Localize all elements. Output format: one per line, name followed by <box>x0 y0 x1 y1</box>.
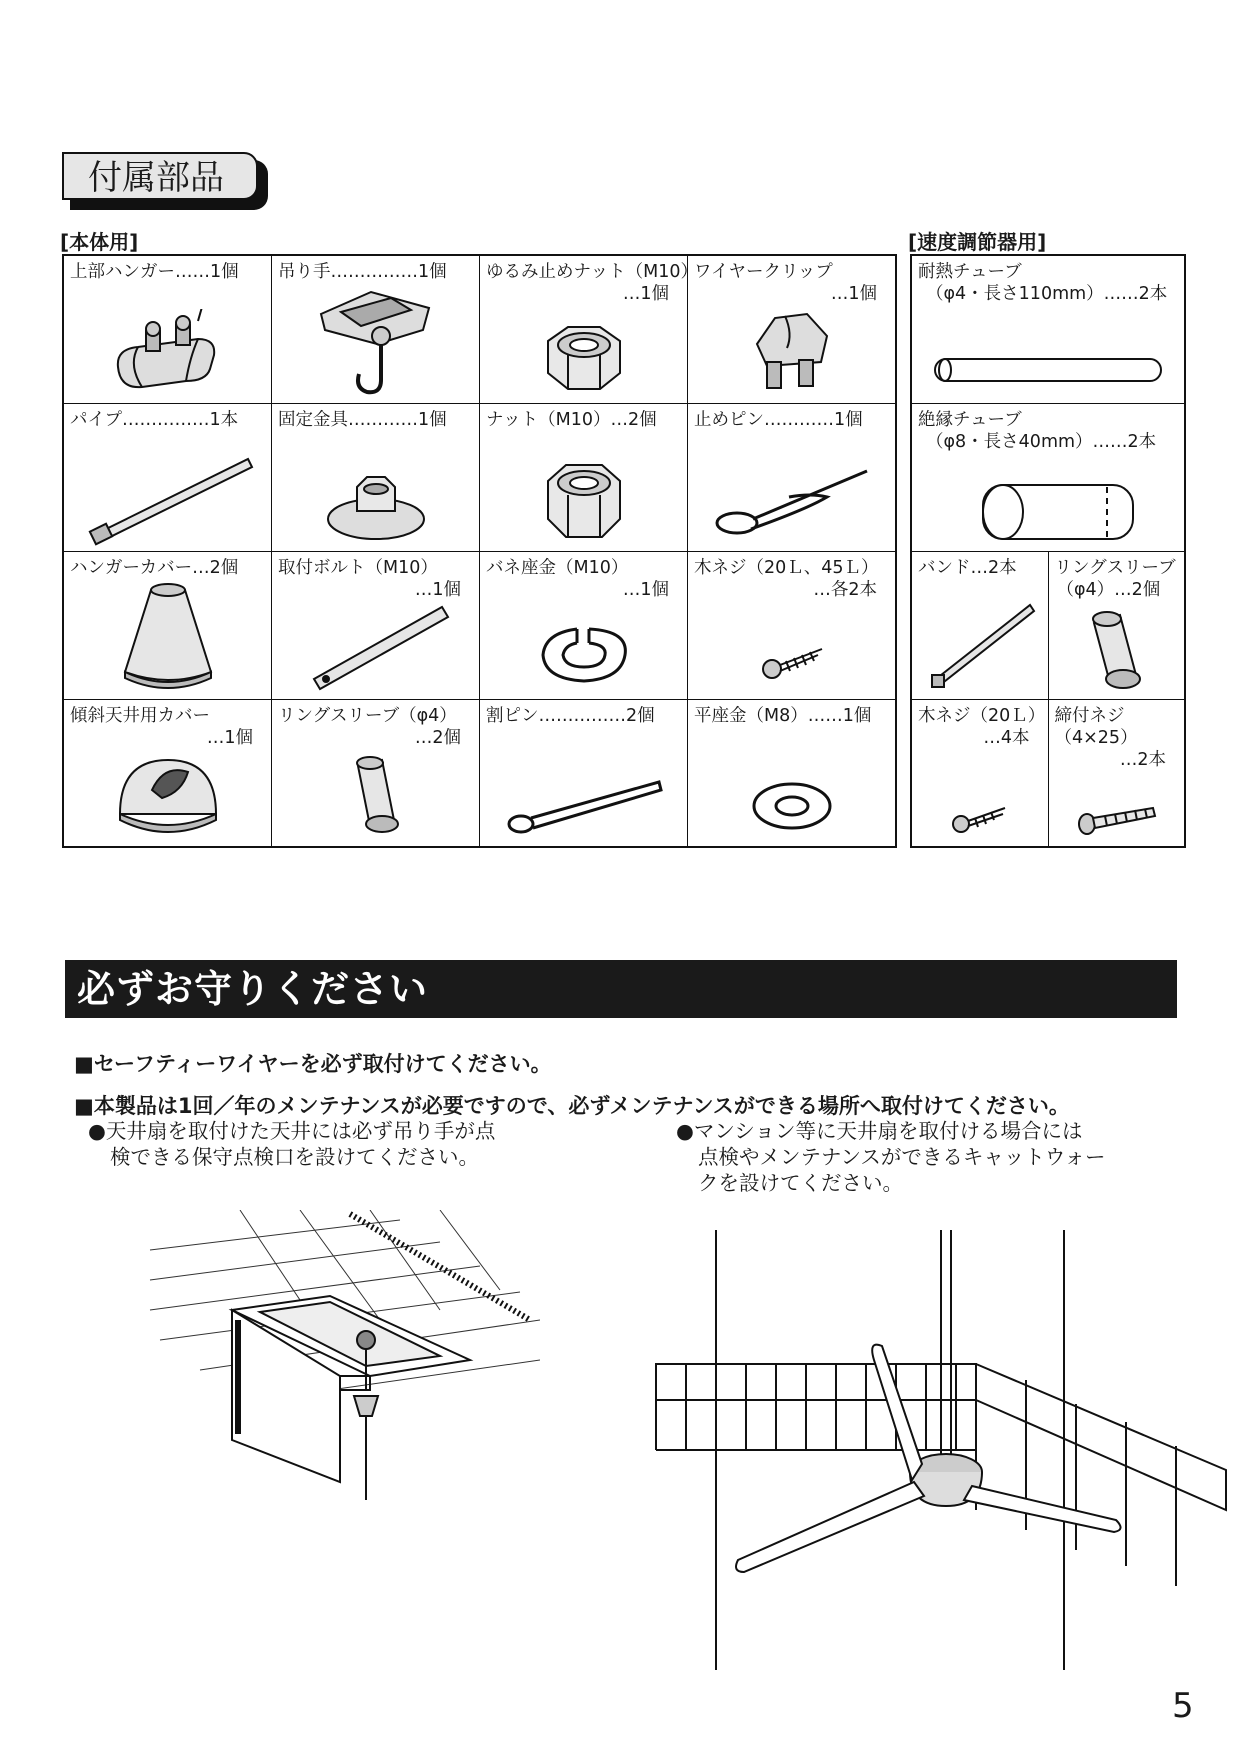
lock-nut-icon <box>534 319 634 399</box>
note-catwalk: ●マンション等に天井扇を取付ける場合には 点検やメンテナンスができるキャットウォー クを設けてください。 <box>676 1119 1106 1195</box>
bullet-safety-wire: ■セーフティーワイヤーを必ず取付けてください。 <box>74 1052 552 1076</box>
speed-wood-screw-icon <box>945 792 1015 842</box>
nut-icon <box>534 457 634 547</box>
bullet-maintenance: ■本製品は1回／年のメンテナンスが必要ですので、必ずメンテナンスができる場所へ取付けてください。 <box>74 1094 1070 1118</box>
part-ring-sleeve: リングスリーブ（φ4） …2個 <box>272 699 480 847</box>
part-wire-clip: ワイヤークリップ …1個 <box>688 255 897 403</box>
part-speed-wood-screw: 木ネジ（20Ｌ） …4本 <box>911 699 1048 847</box>
hanger-cover-icon <box>113 580 223 695</box>
part-hanging-hook: 吊り手……………1個 <box>272 255 480 403</box>
part-speed-ring-sleeve: リングスリーブ （φ4）…2個 <box>1048 551 1185 699</box>
part-pipe: パイプ……………1本 <box>63 403 272 551</box>
speed-group-label: [速度調節器用] <box>908 230 1047 254</box>
fixing-bracket-icon <box>321 467 431 547</box>
part-spring-washer: バネ座金（M10） …1個 <box>480 551 688 699</box>
upper-hanger-icon <box>98 309 238 399</box>
main-parts-table <box>62 254 897 848</box>
pipe-icon <box>78 447 258 547</box>
spring-washer-icon <box>529 615 639 695</box>
part-nut: ナット（M10）…2個 <box>480 403 688 551</box>
part-hanger-cover: ハンガーカバー…2個 <box>63 551 272 699</box>
part-mounting-bolt: 取付ボルト（M10） …1個 <box>272 551 480 699</box>
flat-washer-icon <box>742 772 842 842</box>
part-stop-pin: 止めピン…………1個 <box>688 403 897 551</box>
part-tightening-screw: 締付ネジ （4×25） …2本 <box>1048 699 1185 847</box>
tightening-screw-icon <box>1071 798 1161 842</box>
page-number: 5 <box>1172 1686 1194 1726</box>
wood-screw-icon <box>752 625 832 695</box>
part-fixing-bracket: 固定金具…………1個 <box>272 403 480 551</box>
part-lock-nut: ゆるみ止めナット（M10） …1個 <box>480 255 688 403</box>
ring-sleeve-icon <box>336 752 416 842</box>
warning-banner: 必ずお守りください <box>65 960 1177 1018</box>
section-title: 付属部品 <box>62 152 258 200</box>
main-group-label: [本体用] <box>60 230 139 254</box>
insulation-tube-icon <box>953 477 1143 547</box>
band-icon <box>920 595 1040 695</box>
part-insulation-tube: 絶縁チューブ （φ8・長さ40mm）……2本 <box>911 403 1185 551</box>
slope-cover-icon <box>108 752 228 842</box>
wire-clip-icon <box>737 304 847 399</box>
inspection-opening-illustration <box>140 1210 540 1500</box>
mounting-bolt-icon <box>296 595 456 695</box>
heat-tube-icon <box>923 339 1173 399</box>
part-heat-tube: 耐熱チューブ （φ4・長さ110mm）……2本 <box>911 255 1185 403</box>
part-band: バンド…2本 <box>911 551 1048 699</box>
hook-icon <box>311 284 441 399</box>
part-wood-screws: 木ネジ（20Ｌ、45Ｌ） …各2本 <box>688 551 897 699</box>
split-pin-icon <box>499 772 669 842</box>
part-upper-hanger: 上部ハンガー……1個 <box>63 255 272 403</box>
part-flat-washer: 平座金（M8）……1個 <box>688 699 897 847</box>
section-title-tab <box>62 152 262 202</box>
note-inspection-opening: ●天井扇を取付けた天井には必ず吊り手が点 検できる保守点検口を設けてください。 <box>88 1119 496 1169</box>
catwalk-illustration <box>646 1210 1236 1670</box>
speed-ring-sleeve-icon <box>1076 605 1156 695</box>
stop-pin-icon <box>707 457 877 547</box>
part-slope-ceiling-cover: 傾斜天井用カバー …1個 <box>63 699 272 847</box>
part-split-pin: 割ピン……………2個 <box>480 699 688 847</box>
speed-parts-table <box>910 254 1186 848</box>
